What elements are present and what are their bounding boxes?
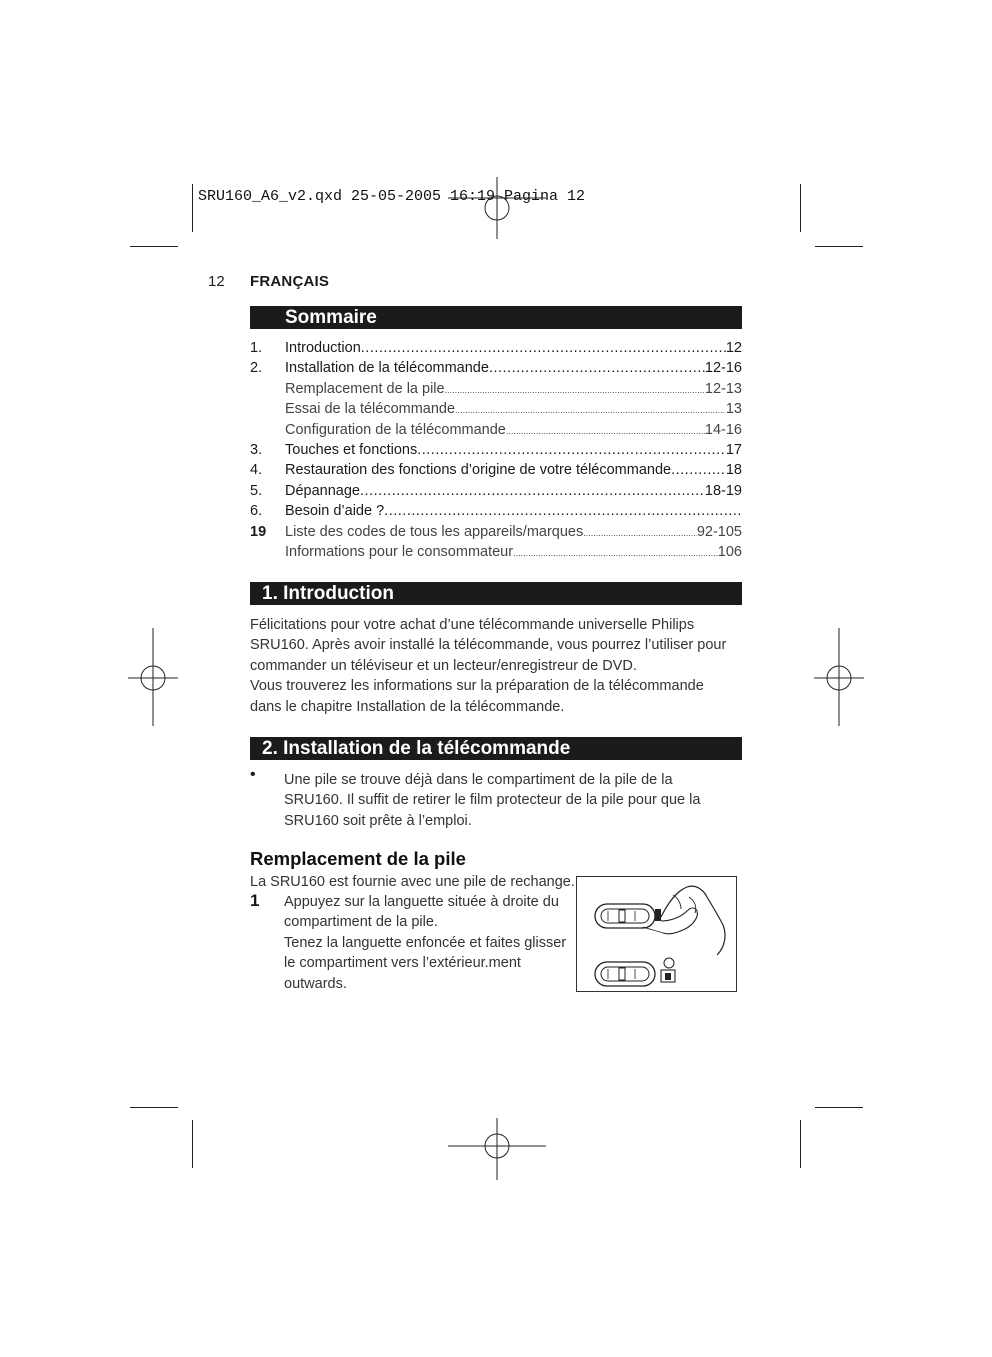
text-line: Félicitations pour votre achat d’une télécommande universelle Philips [250, 617, 695, 633]
section-title: 1. Introduction [262, 583, 394, 604]
crop-mark [800, 1120, 801, 1168]
text-line: compartiment de la pile. [284, 914, 438, 931]
sommaire-title: Sommaire [285, 307, 377, 328]
battery-intro: La SRU160 est fournie avec une pile de rechange. [250, 874, 575, 890]
text-line: Tenez la languette enfoncée et faites glisser [284, 934, 567, 951]
crosshair-circle-icon [128, 628, 178, 726]
crop-mark [815, 246, 863, 247]
section-title-bar [250, 582, 742, 605]
toc-entry[interactable]: 4. Restauration des fonctions d’origine de votre télécommande ..... 18 [250, 460, 742, 480]
slug-line: SRU160_A6_v2.qxd 25-05-2005 16:19 Pagina 12 [198, 188, 586, 205]
text-line: Une pile se trouve déjà dans le compartiment de la pile de la [284, 772, 673, 788]
crop-mark [130, 246, 178, 247]
text-line: Appuyez sur la languette située à droite du [284, 894, 559, 910]
crosshair-circle-icon [814, 628, 864, 726]
page-number: 12 [208, 273, 225, 290]
subsection-heading: Remplacement de la pile [250, 848, 466, 869]
intro-paragraph [250, 615, 742, 717]
text-line: SRU160 soit prête à l’emploi. [284, 812, 472, 829]
bullet-paragraph [284, 770, 742, 831]
toc-subentry[interactable]: Essai de la télécommande ..... 13 [250, 399, 742, 419]
toc-subentry[interactable]: Configuration de la télécommande ..... 14-16 [250, 420, 742, 440]
crosshair-circle-icon [448, 177, 546, 239]
toc-subentry[interactable]: 19 Liste des codes de tous les appareils/marques ..... 92-105 [250, 522, 742, 542]
toc-subentry[interactable]: Informations pour le consommateur ..... 106 [250, 542, 742, 562]
crop-mark [192, 1120, 193, 1168]
sommaire-title-bar [250, 306, 742, 329]
text-line: outwards. [284, 975, 347, 992]
text-line: Vous trouverez les informations sur la préparation de la télécommande [250, 678, 704, 695]
toc-entry[interactable]: 1. Introduction ..... 12 [250, 338, 742, 358]
crosshair-circle-icon [448, 1118, 546, 1180]
language-heading: FRANÇAIS [250, 273, 330, 290]
text-line: SRU160. Après avoir installé la télécommande, vous pourrez l’utiliser pour [250, 637, 727, 654]
battery-figure-drawing [577, 877, 736, 991]
text-line: le compartiment vers l’extérieur.ment [284, 955, 521, 972]
text-line: commander un téléviseur et un lecteur/enregistreur de DVD. [250, 657, 637, 674]
step-number: 1 [250, 891, 260, 910]
toc-subentry[interactable]: Remplacement de la pile ..... 12-13 [250, 379, 742, 399]
text-line: SRU160. Il suffit de retirer le film protecteur de la pile pour que la [284, 792, 701, 809]
crop-mark [130, 1107, 178, 1108]
toc-entry[interactable]: 5. Dépannage ..... 18-19 [250, 481, 742, 501]
toc-entry[interactable]: 2. Installation de la télécommande ..... 12-16 [250, 358, 742, 378]
crop-mark [800, 184, 801, 232]
section-title-bar [250, 737, 742, 760]
text-line: dans le chapitre Installation de la télécommande. [250, 698, 565, 715]
step-text [284, 892, 572, 994]
table-of-contents [250, 338, 742, 562]
section-title: 2. Installation de la télécommande [262, 738, 571, 759]
toc-entry[interactable]: 3. Touches et fonctions ..... 17 [250, 440, 742, 460]
crop-mark [815, 1107, 863, 1108]
toc-entry[interactable]: 6. Besoin d’aide ? ..... [250, 501, 742, 521]
battery-compartment-illustration [576, 876, 737, 992]
bullet-marker: • [250, 766, 256, 783]
crop-mark [192, 184, 193, 232]
